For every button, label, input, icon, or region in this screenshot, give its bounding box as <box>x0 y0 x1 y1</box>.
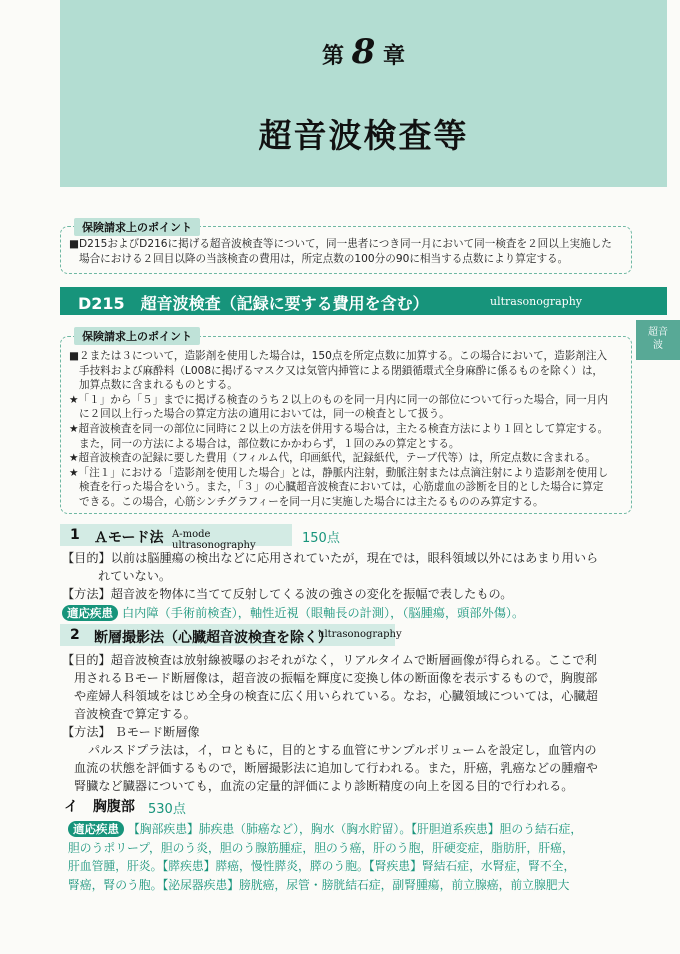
chapter-number: 8 <box>351 32 376 72</box>
item-i-diseases: 適応疾患 【胸部疾患】肺疾患（肺癌など），胸水（胸水貯留）。【肝胆道系疾患】胆のう結石症， 胆のうポリープ，胆のう炎，胆のう腺筋腫症，胆のう癌，肝のう胞，肝硬変症，脂肪肝，肝癌， 肝血管腫，肝炎。【膵疾患】膵癌，慢性膵炎，膵のう胞。【腎疾患】腎結石症，水腎症，腎不全， 腎癌，腎のう胞。【泌尿器疾患】膀胱癌，尿管・膀胱結石症，副腎腫瘍，前立腺癌，前立腺肥大 <box>68 822 583 892</box>
item1-diseases: 白内障（手術前検査），軸性近視（眼軸長の計測），（脳腫瘍，頭部外傷）。 <box>122 606 525 620</box>
item2-heading: 2 断層撮影法（心臓超音波検査を除く） ultrasonography <box>60 624 395 646</box>
point2-line: ★超音波検査の記録に要した費用（フィルム代，印画紙代，記録紙代，テープ代等）は，所定点数に含まれる。 <box>69 452 596 465</box>
point2-line: ★「注１」における「造影剤を使用した場合」とは，静脈内注射，動脈注射または点滴注射により造影剤を使用し <box>69 466 609 479</box>
point2-line: また，同一の方法による場合は，部位数にかかわらず，１回のみの算定とする。 <box>79 437 460 450</box>
point2-line: ★「１」から「５」までに掲げる検査のうち２以上のものを同一月内に同一の部位について行った場合，同一月内 <box>69 393 608 406</box>
indication-tag: 適応疾患 <box>62 605 118 621</box>
side-index-tab: 超音 波 <box>636 320 680 360</box>
item-i-heading: イ 胸腹部 <box>64 799 135 815</box>
section-bar <box>60 287 667 315</box>
point2-label: 保険請求上のポイント <box>74 327 200 345</box>
point2-line: に２回以上行った場合の算定方法の適用においては，同一の検査として扱う。 <box>79 408 450 421</box>
point-box-2 <box>60 336 632 514</box>
point1-line: ■D215およびD216に掲げる超音波検査等について，同一患者につき同一月において同一検査を２回以上実施した <box>69 238 612 250</box>
point1-line: 場合における２回目以降の当該検査の費用は，所定点数の100分の90に相当する点数により算定する。 <box>79 252 569 265</box>
point2-line: 加算点数に含まれるものとする。 <box>79 379 238 392</box>
item2-body: 【目的】超音波検査は放射線被曝のおそれがなく，リアルタイムで断層画像が得られる。ここで利 用されるＢモード断層像は，超音波の振幅を輝度に変換し体の断面像を表示するもので，胸腹部 や産婦人科領域をはじめ全身の検査に広く用いられている。なお，心臓領域については，心臓超 音波検査で算定する。 【方法】 Ｂモード断層像 パルスドプラ法は，イ，ロともに，目的とする血管にサンプルボリュームを設定し，血管内の 血流の状態を評価するもので，断層撮影法に追加して行われる。また，肝癌，乳癌などの腫瘤や 腎臓など臓器についても，血流の定量的評価により診断精度の向上を図る目的で行われる。 <box>62 653 598 793</box>
chapter-heading: 第 8 章 <box>321 32 406 72</box>
point2-line: できる。この場合，心筋シンチグラフィーを同一月に実施した場合には主たるもののみ算定する。 <box>79 495 544 508</box>
point2-line: ■２または３について，造影剤を使用した場合は，150点を所定点数に加算する。この場合において，造影剤注入 <box>69 350 608 362</box>
point1-label: 保険請求上のポイント <box>74 218 200 236</box>
indication-tag: 適応疾患 <box>68 821 124 837</box>
item-i-points: 530点 <box>148 802 186 817</box>
item1-body: 【目的】以前は脳腫瘍の検出などに応用されていたが，現在では，眼科領域以外にはあまり用いら れていない。 【方法】超音波を物体に当てて反射してくる波の強さの変化を振幅で表したもの。 適応疾患 白内障（手術前検査），軸性近視（眼軸長の計測），（脳腫瘍，頭部外傷）。 <box>62 551 599 620</box>
item1-points: 150点 <box>302 531 340 546</box>
section-title: D215 超音波検査（記録に要する費用を含む） <box>78 294 429 313</box>
chapter-header <box>60 0 667 187</box>
section-english: ultrasonography <box>490 295 583 308</box>
point2-line: 検査を行った場合をいう。また，「３」の心臓超音波検査においては，心筋虚血の診断を目的とした場合に算定 <box>79 481 604 494</box>
item1-heading: 1 Ａモード法 A-mode ultrasonography <box>60 524 292 546</box>
page-title: 超音波検査等 <box>258 116 469 155</box>
point2-line: 手技料および麻酔料（L008に掲げるマスク又は気管内挿管による閉鎖循環式全身麻酔に係るものを除く）は， <box>79 364 604 377</box>
point2-line: ★超音波検査を同一の部位に同時に２以上の方法を併用する場合は，主たる検査方法により１回として算定する。 <box>69 422 609 435</box>
